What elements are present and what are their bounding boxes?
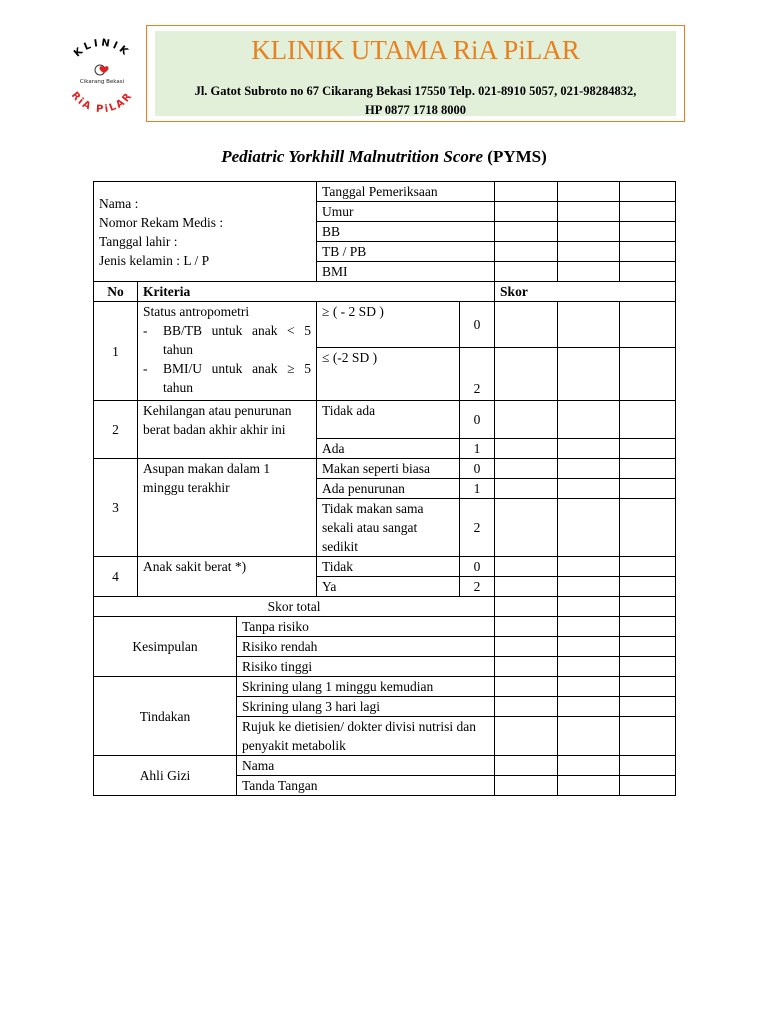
measure-label: Tanggal Pemeriksaan — [317, 182, 495, 202]
measure-label: BB — [317, 222, 495, 242]
nutritionist-cell — [558, 776, 620, 796]
action-cell — [558, 697, 620, 717]
clinic-logo — [52, 26, 152, 122]
action-cell — [620, 717, 676, 756]
measure-cell — [558, 222, 620, 242]
criterion-subitem: - BMI/U untuk anak ≥ 5 tahun — [143, 359, 311, 397]
header-band — [155, 31, 676, 116]
conclusion-cell — [495, 617, 558, 637]
option-label: Ada — [317, 439, 460, 459]
nutritionist-cell — [495, 776, 558, 796]
conclusion-label: Kesimpulan — [94, 617, 237, 677]
measure-cell — [558, 242, 620, 262]
clinic-address — [155, 82, 676, 120]
action-option: Rujuk ke dietisien/ dokter divisi nutrisi dan penyakit metabolik — [237, 717, 495, 756]
score-cell — [620, 499, 676, 557]
score-cell — [620, 439, 676, 459]
criterion-description: Anak sakit berat *) — [138, 557, 317, 597]
conclusion-cell — [620, 657, 676, 677]
score-cell — [495, 577, 558, 597]
conclusion-option: Tanpa risiko — [237, 617, 495, 637]
action-cell — [495, 677, 558, 697]
criterion-number: 4 — [94, 557, 138, 597]
score-cell — [495, 348, 558, 401]
svg-text:RiA PiLAR — [69, 90, 135, 115]
measure-cell — [495, 202, 558, 222]
conclusion-cell — [620, 617, 676, 637]
measure-label: BMI — [317, 262, 495, 282]
score-cell — [495, 479, 558, 499]
criterion-number: 3 — [94, 459, 138, 557]
score-cell — [495, 499, 558, 557]
score-cell — [495, 557, 558, 577]
nutritionist-label: Ahli Gizi — [94, 756, 237, 796]
column-header-criteria: Kriteria — [138, 282, 495, 302]
svg-text:KLINIK — [72, 38, 132, 60]
form-title-abbr: (PYMS) — [487, 147, 547, 166]
option-score: 1 — [460, 439, 495, 459]
criterion-number: 1 — [94, 302, 138, 401]
total-score-cell — [495, 597, 558, 617]
option-score: 0 — [460, 459, 495, 479]
measure-cell — [558, 262, 620, 282]
conclusion-cell — [620, 637, 676, 657]
measure-cell — [620, 202, 676, 222]
pyms-table — [93, 181, 676, 796]
criterion-description — [138, 302, 317, 401]
patient-name-field: Nama : — [99, 195, 139, 211]
nutritionist-field: Nama — [237, 756, 495, 776]
action-option: Skrining ulang 1 minggu kemudian — [237, 677, 495, 697]
form-title-main: Pediatric Yorkhill Malnutrition Score — [221, 147, 484, 166]
measure-label: Umur — [317, 202, 495, 222]
option-score: 0 — [460, 557, 495, 577]
conclusion-option: Risiko rendah — [237, 637, 495, 657]
option-score: 0 — [460, 401, 495, 439]
total-score-cell — [620, 597, 676, 617]
measure-cell — [558, 182, 620, 202]
sex-field: Jenis kelamin : L / P — [99, 252, 210, 268]
score-cell — [558, 401, 620, 439]
score-cell — [495, 302, 558, 348]
option-label: Ya — [317, 577, 460, 597]
conclusion-cell — [495, 657, 558, 677]
option-score: 2 — [460, 577, 495, 597]
total-score-label: Skor total — [94, 597, 495, 617]
nutritionist-cell — [495, 756, 558, 776]
score-cell — [495, 401, 558, 439]
option-score: 0 — [460, 302, 495, 348]
form-title — [0, 147, 768, 167]
score-cell — [620, 479, 676, 499]
header-box — [146, 25, 685, 122]
birth-date-field: Tanggal lahir : — [99, 233, 178, 249]
option-label: Tidak ada — [317, 401, 460, 439]
nutritionist-cell — [558, 756, 620, 776]
nutritionist-field: Tanda Tangan — [237, 776, 495, 796]
score-cell — [495, 439, 558, 459]
score-cell — [495, 459, 558, 479]
measure-cell — [558, 202, 620, 222]
total-score-cell — [558, 597, 620, 617]
address-line-1: Jl. Gatot Subroto no 67 Cikarang Bekasi 17550 Telp. 021-8910 5057, 021-98284832, — [194, 84, 637, 98]
score-cell — [620, 348, 676, 401]
conclusion-option: Risiko tinggi — [237, 657, 495, 677]
conclusion-cell — [495, 637, 558, 657]
option-label: Ada penurunan — [317, 479, 460, 499]
measure-cell — [495, 222, 558, 242]
conclusion-cell — [558, 657, 620, 677]
action-label: Tindakan — [94, 677, 237, 756]
score-cell — [558, 439, 620, 459]
logo-text-top: KLINIK — [72, 37, 132, 60]
score-cell — [558, 459, 620, 479]
criterion-subitem: - BB/TB untuk anak < 5 tahun — [143, 321, 311, 359]
option-label: ≤ (-2 SD ) — [317, 348, 460, 401]
address-line-2: HP 0877 1718 8000 — [364, 103, 467, 117]
measure-cell — [620, 262, 676, 282]
option-label: Tidak — [317, 557, 460, 577]
criterion-number: 2 — [94, 401, 138, 459]
column-header-score: Skor — [495, 282, 676, 302]
patient-identity — [94, 182, 317, 282]
score-cell — [558, 499, 620, 557]
measure-cell — [620, 242, 676, 262]
clinic-name: KLINIK UTAMA RiA PiLAR — [251, 35, 580, 65]
measure-cell — [620, 182, 676, 202]
criterion-title: Status antropometri — [143, 304, 250, 319]
score-cell — [620, 401, 676, 439]
column-header-no: No — [94, 282, 138, 302]
logo-center-text: Cikarang Bekasi — [79, 79, 125, 85]
action-cell — [495, 697, 558, 717]
option-score: 2 — [460, 348, 495, 401]
conclusion-cell — [558, 617, 620, 637]
measure-cell — [495, 182, 558, 202]
criterion-description: Kehilangan atau penurunan berat badan akhir akhir ini — [138, 401, 317, 459]
score-cell — [558, 348, 620, 401]
action-cell — [620, 697, 676, 717]
score-cell — [620, 302, 676, 348]
action-option: Skrining ulang 3 hari lagi — [237, 697, 495, 717]
nutritionist-cell — [620, 756, 676, 776]
action-cell — [620, 677, 676, 697]
measure-label: TB / PB — [317, 242, 495, 262]
option-score: 2 — [460, 499, 495, 557]
option-label: Tidak makan sama sekali atau sangat sedikit — [317, 499, 460, 557]
conclusion-cell — [558, 637, 620, 657]
measure-cell — [620, 222, 676, 242]
nutritionist-cell — [620, 776, 676, 796]
option-label: ≥ ( - 2 SD ) — [317, 302, 460, 348]
score-cell — [558, 479, 620, 499]
score-cell — [558, 557, 620, 577]
score-cell — [620, 577, 676, 597]
score-cell — [620, 557, 676, 577]
measure-cell — [495, 242, 558, 262]
action-cell — [495, 717, 558, 756]
option-label: Makan seperti biasa — [317, 459, 460, 479]
logo-text-bottom: RiA PiLAR — [68, 90, 136, 116]
criterion-description: Asupan makan dalam 1 minggu terakhir — [138, 459, 317, 557]
medical-record-field: Nomor Rekam Medis : — [99, 214, 224, 230]
score-cell — [558, 302, 620, 348]
score-cell — [620, 459, 676, 479]
action-cell — [558, 717, 620, 756]
option-score: 1 — [460, 479, 495, 499]
measure-cell — [495, 262, 558, 282]
score-cell — [558, 577, 620, 597]
action-cell — [558, 677, 620, 697]
